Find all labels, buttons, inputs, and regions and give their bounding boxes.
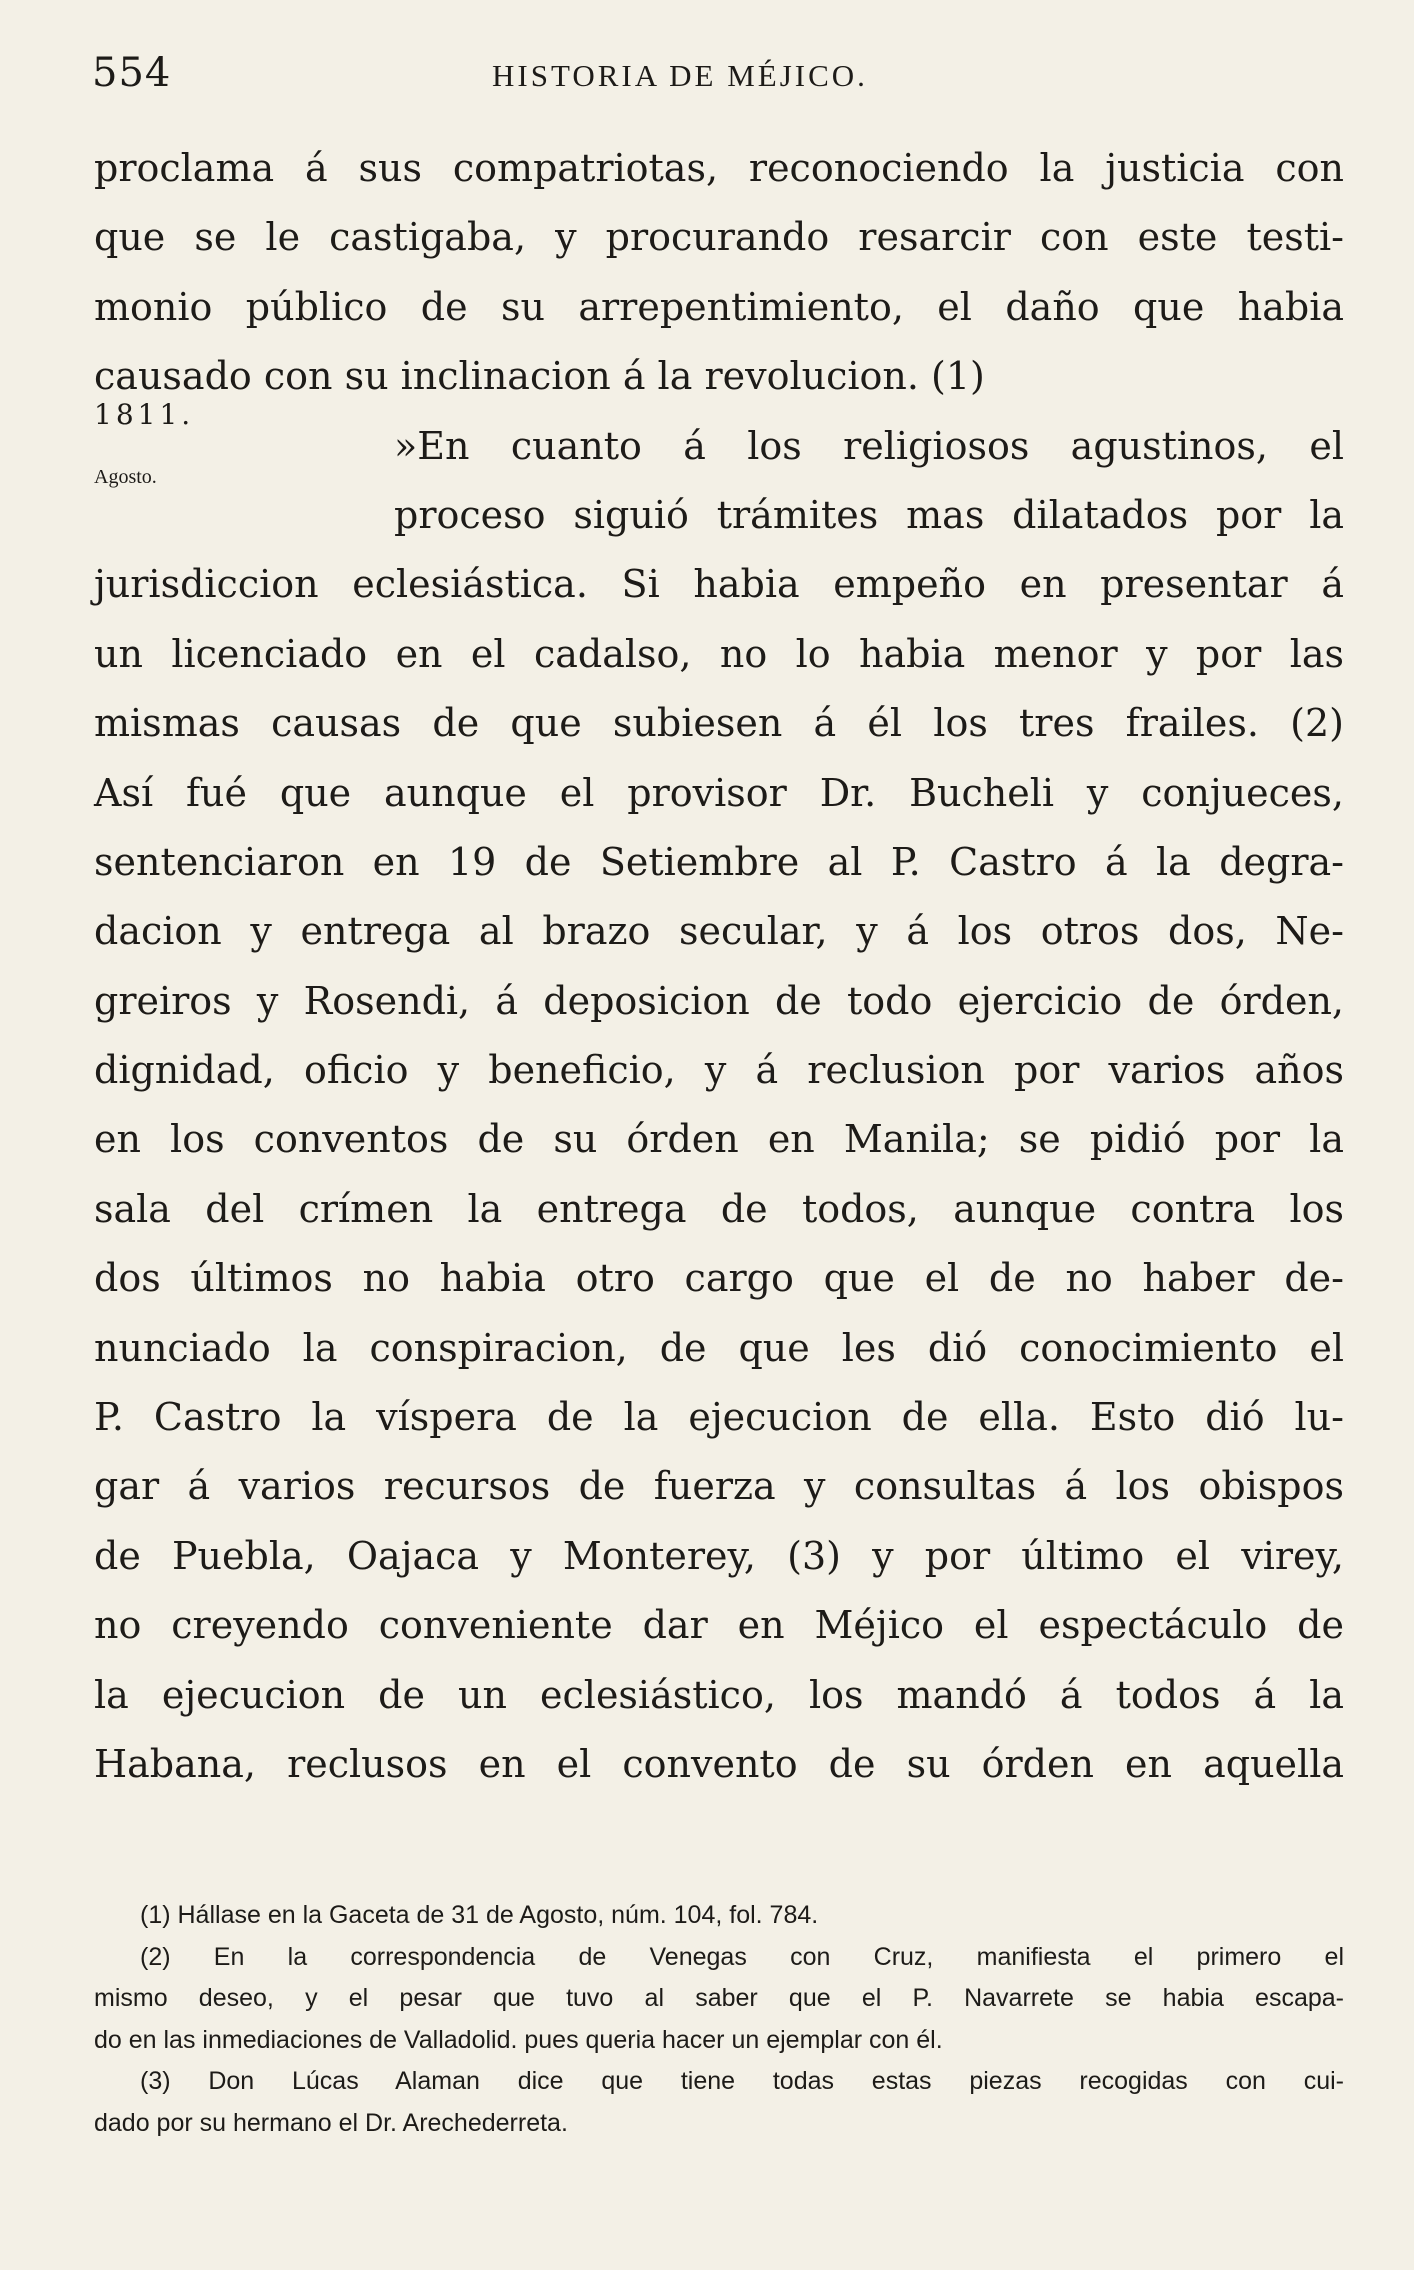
footnote-line: mismo deseo, y el pesar que tuvo al saber que el P. Navarrete se habia escapa-	[94, 1984, 1344, 2012]
text-line: monio público de su arrepentimiento, el daño que habia	[94, 284, 1344, 329]
text-line: sala del crímen la entrega de todos, aunque contra los	[94, 1186, 1344, 1231]
text-line: que se le castigaba, y procurando resarcir con este testi-	[94, 215, 1344, 260]
running-head	[92, 50, 1352, 110]
running-title: HISTORIA DE MÉJICO.	[492, 58, 868, 93]
footnote-line: (1) Hállase en la Gaceta de 31 de Agosto, núm. 104, fol. 784.	[140, 1901, 819, 1929]
text-line: proclama á sus compatriotas, reconociendo la justicia con	[94, 146, 1344, 190]
page-number: 554	[92, 50, 172, 96]
footnotes	[94, 1895, 1344, 2144]
text-line: dos últimos no habia otro cargo que el de no haber de-	[94, 1256, 1344, 1301]
text-line: causado con su inclinacion á la revolucion. (1)	[94, 354, 985, 399]
footnote-line: do en las inmediaciones de Valladolid. pues queria hacer un ejemplar con él.	[94, 2025, 943, 2054]
text-line: de Puebla, Oajaca y Monterey, (3) y por último el virey,	[94, 1533, 1344, 1578]
footnote-line: (3) Don Lúcas Alaman dice que tiene todas estas piezas recogidas con cui-	[140, 2067, 1344, 2095]
text-line: la ejecucion de un eclesiástico, los mandó á todos á la	[94, 1672, 1344, 1717]
text-line: dacion y entrega al brazo secular, y á los otros dos, Ne-	[94, 909, 1344, 954]
text-line: jurisdiccion eclesiástica. Si habia empeño en presentar á	[94, 562, 1344, 607]
text-line: un licenciado en el cadalso, no lo habia menor y por las	[94, 631, 1344, 676]
text-line: P. Castro la víspera de la ejecucion de ella. Esto dió lu-	[94, 1395, 1344, 1440]
text-line: gar á varios recursos de fuerza y consultas á los obispos	[94, 1464, 1344, 1509]
margin-year: 1811.	[94, 398, 195, 431]
text-line: nunciado la conspiracion, de que les dió conocimiento el	[94, 1325, 1344, 1370]
text-line: proceso siguió trámites mas dilatados por la	[394, 492, 1344, 537]
text-line: en los conventos de su órden en Manila; se pidió por la	[94, 1117, 1344, 1162]
text-line: sentenciaron en 19 de Setiembre al P. Castro á la degra-	[94, 839, 1344, 884]
text-line: Habana, reclusos en el convento de su órden en aquella	[94, 1741, 1344, 1786]
body-text	[94, 134, 1344, 1799]
text-line: Así fué que aunque el provisor Dr. Bucheli y conjueces,	[94, 770, 1344, 815]
text-line: greiros y Rosendi, á deposicion de todo ejercicio de órden,	[94, 978, 1344, 1023]
footnote-line: dado por su hermano el Dr. Arechederreta.	[94, 2108, 568, 2137]
footnote-line: (2) En la correspondencia de Venegas con Cruz, manifiesta el primero el	[140, 1942, 1344, 1971]
text-line: mismas causas de que subiesen á él los tres frailes. (2)	[94, 701, 1344, 746]
margin-month: Agosto.	[94, 466, 157, 488]
text-line: »En cuanto á los religiosos agustinos, el	[394, 423, 1344, 468]
text-line: no creyendo conveniente dar en Méjico el espectáculo de	[94, 1603, 1344, 1648]
text-line: dignidad, oficio y beneficio, y á reclusion por varios años	[94, 1048, 1344, 1093]
